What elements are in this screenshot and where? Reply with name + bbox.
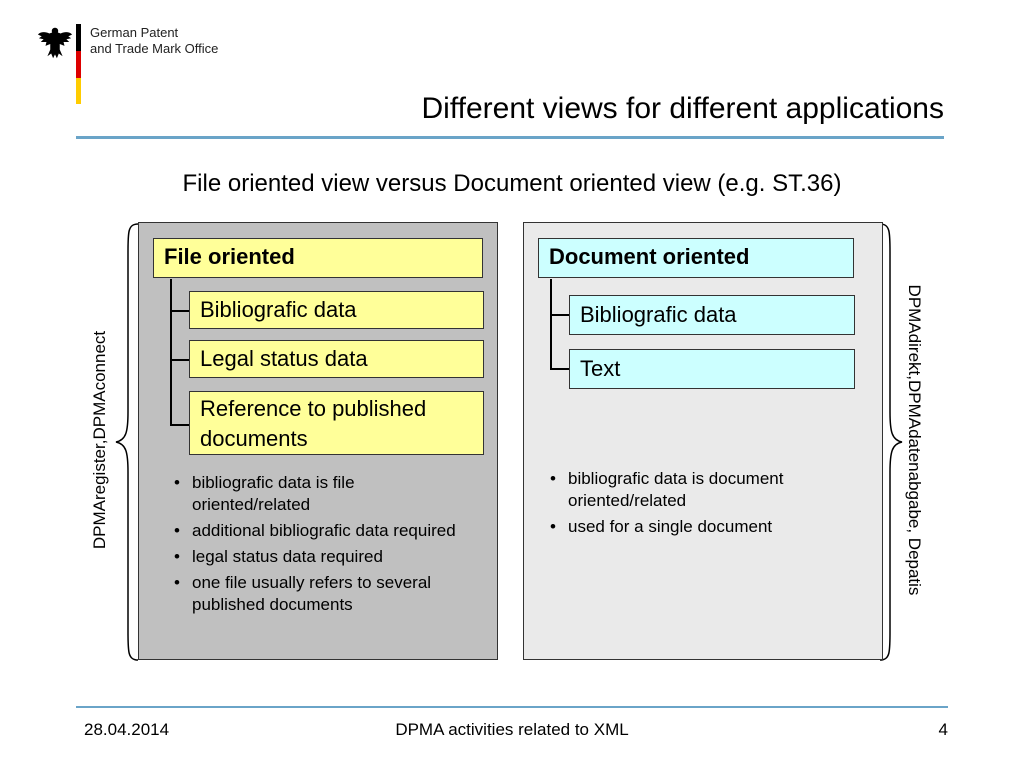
bullet-item: • additional bibliografic data required <box>168 520 468 542</box>
document-oriented-heading: Document oriented <box>538 238 854 278</box>
bullet-item: • one file usually refers to several published documents <box>168 572 468 616</box>
left-curly-brace <box>108 222 142 662</box>
left-tree-branch-2 <box>170 359 189 361</box>
file-reference-box: Reference to published documents <box>189 391 484 455</box>
left-tree-trunk <box>170 279 172 425</box>
organization-name <box>90 25 218 57</box>
left-tree-branch-1 <box>170 310 189 312</box>
slide-title: Different views for different applications <box>421 92 944 125</box>
document-text-box: Text <box>569 349 855 389</box>
left-tree-branch-3 <box>170 424 189 426</box>
bullet-item: • used for a single document <box>544 516 864 538</box>
footer-title: DPMA activities related to XML <box>395 720 629 739</box>
footer-date: 28.04.2014 <box>84 720 170 739</box>
file-bibliografic-data-box: Bibliografic data <box>189 291 484 329</box>
title-divider <box>76 136 944 139</box>
document-oriented-bullets <box>544 468 864 542</box>
organization-name-line2: and Trade Mark Office <box>90 41 219 56</box>
right-tree-branch-2 <box>550 368 569 370</box>
bullet-item: • legal status data required <box>168 546 468 568</box>
document-oriented-panel <box>523 222 883 660</box>
bullet-item: • bibliografic data is file oriented/related <box>168 472 468 516</box>
file-oriented-bullets <box>168 472 468 620</box>
footer-divider <box>76 706 948 708</box>
organization-name-line1: German Patent <box>90 25 179 40</box>
federal-eagle-logo-icon <box>36 24 74 62</box>
slide-subtitle: File oriented view versus Document oriented view (e.g. ST.36) <box>182 170 842 197</box>
left-side-label: DPMAregister,DPMAconnect <box>90 330 109 550</box>
bullet-item: • bibliografic data is document oriented/related <box>544 468 864 512</box>
right-tree-branch-1 <box>550 314 569 316</box>
flag-stripe <box>76 24 81 104</box>
document-bibliografic-data-box: Bibliografic data <box>569 295 855 335</box>
file-oriented-heading: File oriented <box>153 238 483 278</box>
right-side-label: DPMAdirekt,DPMAdatenabgabe, Depatis <box>905 284 924 596</box>
file-legal-status-box: Legal status data <box>189 340 484 378</box>
page-number: 4 <box>938 720 948 739</box>
right-tree-trunk <box>550 279 552 369</box>
